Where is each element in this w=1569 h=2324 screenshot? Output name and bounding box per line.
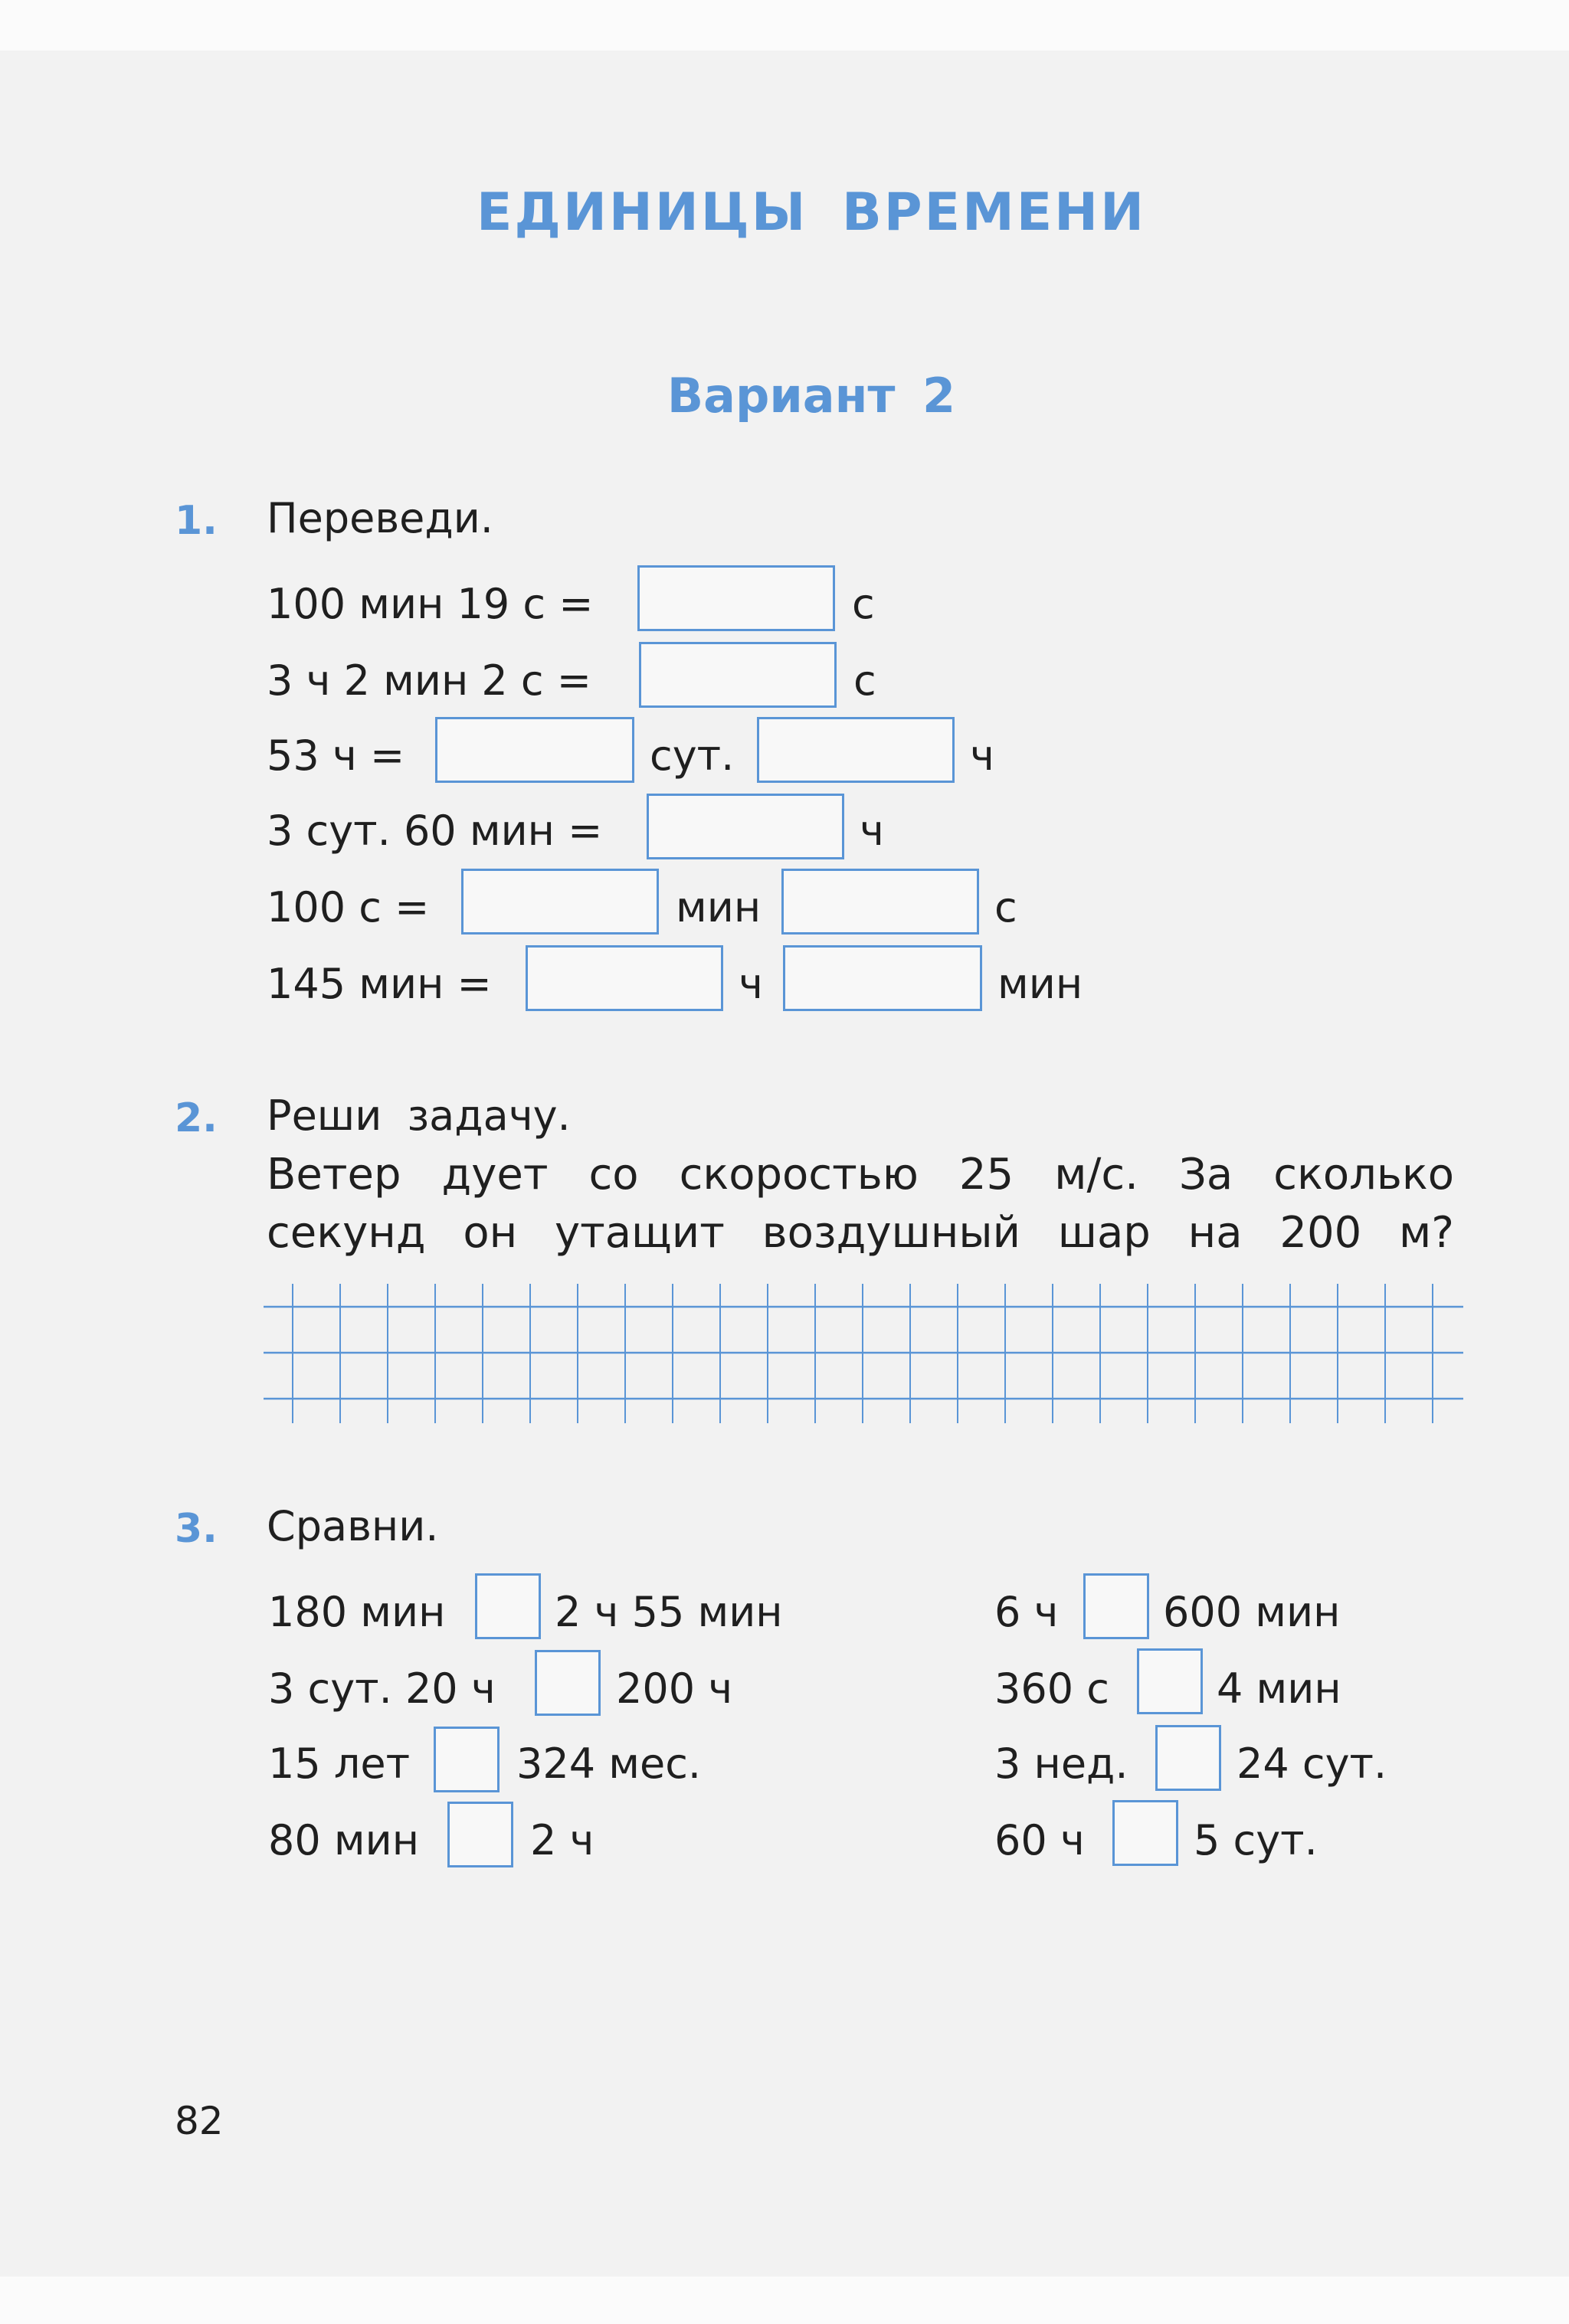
compare-right-4-box[interactable] [1112, 1800, 1178, 1866]
compare-right-1-a: 6 ч [994, 1588, 1059, 1636]
task1-row2-unit: с [853, 656, 876, 705]
task2-line-1: Ветер дует со скоростью 25 м/с. За сколько [267, 1150, 1454, 1200]
task3-number: 3. [175, 1506, 218, 1552]
compare-right-2-b: 4 мин [1217, 1664, 1341, 1713]
compare-left-4-a: 80 мин [268, 1816, 420, 1864]
task1-row6-answer-box-1[interactable] [526, 945, 723, 1011]
compare-right-1-b: 600 мин [1163, 1588, 1341, 1636]
task1-row5-answer-box-2[interactable] [781, 869, 979, 935]
task1-row6-answer-box-2[interactable] [783, 945, 982, 1011]
compare-left-1-a: 180 мин [268, 1588, 446, 1636]
compare-left-4-box[interactable] [447, 1802, 513, 1867]
task1-row2-expression: 3 ч 2 мин 2 с = [267, 656, 592, 705]
task1-row1-unit: с [852, 580, 875, 628]
task1-row5-expression: 100 с = [267, 883, 430, 931]
task1-row3-expression: 53 ч = [267, 732, 405, 780]
task1-row1-expression: 100 мин 19 с = [267, 580, 594, 628]
compare-right-3-box[interactable] [1155, 1725, 1221, 1791]
compare-right-4-a: 60 ч [994, 1816, 1085, 1864]
task2-answer-grid[interactable] [264, 1281, 1463, 1434]
task1-instruction: Переведи. [267, 494, 493, 542]
variant-heading: Вариант 2 [667, 368, 956, 424]
task2-line-2: секунд он утащит воздушный шар на 200 м? [267, 1208, 1454, 1258]
compare-right-2-a: 360 с [994, 1664, 1109, 1713]
task1-row1-answer-box[interactable] [637, 565, 835, 631]
compare-right-3-a: 3 нед. [994, 1740, 1128, 1788]
task2-number: 2. [175, 1095, 218, 1141]
task1-row5-unit-1: мин [676, 883, 762, 931]
task1-row4-expression: 3 сут. 60 мин = [267, 807, 603, 855]
compare-right-4-b: 5 сут. [1194, 1816, 1318, 1864]
task1-row3-unit-1: сут. [650, 732, 735, 780]
task1-number: 1. [175, 498, 218, 544]
compare-right-1-box[interactable] [1083, 1573, 1149, 1639]
task1-row2-answer-box[interactable] [639, 642, 837, 708]
compare-left-1-box[interactable] [475, 1573, 541, 1639]
page-title: ЕДИНИЦЫ ВРЕМЕНИ [476, 182, 1147, 243]
task1-row4-answer-box[interactable] [647, 794, 844, 859]
task1-row4-unit: ч [860, 807, 884, 855]
task1-row6-unit-1: ч [739, 960, 763, 1008]
task1-row6-expression: 145 мин = [267, 960, 492, 1008]
compare-left-2-box[interactable] [535, 1650, 601, 1716]
compare-left-4-b: 2 ч [530, 1816, 595, 1864]
compare-left-3-b: 324 мес. [516, 1740, 702, 1788]
compare-left-2-a: 3 сут. 20 ч [268, 1664, 496, 1713]
task2-problem-text [267, 1146, 1454, 1262]
compare-left-3-a: 15 лет [268, 1740, 411, 1788]
task2-instruction: Реши задачу. [267, 1092, 571, 1140]
compare-left-3-box[interactable] [434, 1727, 500, 1792]
compare-right-2-box[interactable] [1137, 1648, 1203, 1714]
task1-row6-unit-2: мин [997, 960, 1083, 1008]
task1-row5-answer-box-1[interactable] [461, 869, 659, 935]
task1-row3-unit-2: ч [970, 732, 994, 780]
compare-left-1-b: 2 ч 55 мин [555, 1588, 783, 1636]
compare-right-3-b: 24 сут. [1237, 1740, 1387, 1788]
task1-row3-answer-box-2[interactable] [757, 717, 955, 783]
compare-left-2-b: 200 ч [616, 1664, 733, 1713]
task1-row5-unit-2: с [994, 883, 1017, 931]
task3-instruction: Сравни. [267, 1502, 439, 1550]
page-number: 82 [175, 2099, 224, 2143]
task1-row3-answer-box-1[interactable] [435, 717, 634, 783]
